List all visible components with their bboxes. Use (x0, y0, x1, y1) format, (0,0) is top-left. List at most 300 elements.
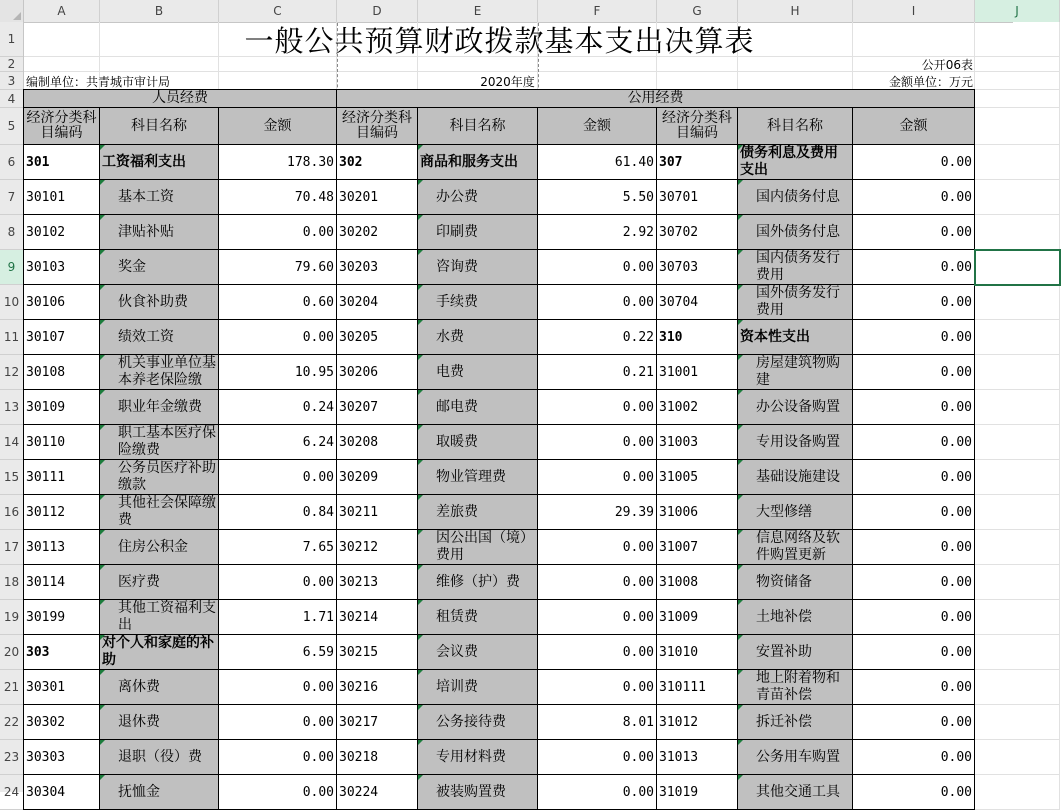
item-name-cell[interactable] (738, 460, 853, 495)
economic-code-cell[interactable] (337, 355, 418, 390)
economic-code-cell[interactable] (337, 425, 418, 460)
economic-code-cell[interactable] (657, 565, 738, 600)
item-name-cell[interactable] (418, 705, 538, 740)
item-name-text: 抚恤金 (118, 783, 160, 800)
economic-code-cell[interactable] (657, 390, 738, 425)
economic-code-cell[interactable] (337, 635, 418, 670)
amount-cell[interactable] (853, 530, 975, 565)
amount-cell[interactable] (538, 425, 657, 460)
amount-text: 0.00 (940, 574, 972, 590)
grid-cell[interactable] (975, 320, 1060, 355)
item-name-cell[interactable] (418, 530, 538, 565)
item-name-text: 公务用车购置 (756, 748, 840, 765)
amount-cell[interactable] (538, 495, 657, 530)
item-name-text: 绩效工资 (118, 328, 174, 345)
economic-code-cell[interactable] (24, 320, 100, 355)
economic-code-cell[interactable] (337, 740, 418, 775)
item-name-cell[interactable] (100, 565, 219, 600)
amount-text: 10.95 (294, 364, 334, 380)
amount-cell[interactable] (219, 565, 337, 600)
economic-code-cell[interactable] (24, 285, 100, 320)
amount-cell[interactable] (219, 530, 337, 565)
amount-cell[interactable] (853, 320, 975, 355)
amount-cell[interactable] (219, 635, 337, 670)
item-name-text: 公务员医疗补助缴款 (118, 460, 216, 493)
economic-code-text: 30211 (339, 504, 379, 520)
economic-code-cell[interactable] (337, 180, 418, 215)
amount-cell[interactable] (219, 460, 337, 495)
economic-code-cell[interactable] (657, 705, 738, 740)
item-name-cell[interactable] (418, 180, 538, 215)
economic-code-cell[interactable] (24, 215, 100, 250)
amount-cell[interactable] (853, 250, 975, 285)
column-header-h[interactable]: H (738, 0, 853, 22)
amount-cell[interactable] (219, 670, 337, 705)
row-header-3[interactable]: 3 (0, 72, 23, 90)
amount-cell[interactable] (853, 285, 975, 320)
amount-cell[interactable] (538, 705, 657, 740)
item-name-cell[interactable] (738, 145, 853, 180)
select-all-corner[interactable] (0, 0, 24, 22)
amount-cell[interactable] (853, 215, 975, 250)
item-name-cell[interactable] (100, 670, 219, 705)
economic-code-cell[interactable] (337, 390, 418, 425)
economic-code-cell[interactable] (24, 250, 100, 285)
grid-cell[interactable] (100, 57, 219, 72)
grid-cell[interactable] (975, 565, 1060, 600)
amount-text: 0.60 (302, 294, 334, 310)
spreadsheet-grid[interactable] (24, 23, 1013, 800)
economic-code-text: 30216 (339, 679, 379, 695)
row-header-1[interactable]: 1 (0, 22, 23, 57)
amount-cell[interactable] (853, 390, 975, 425)
economic-code-cell[interactable] (337, 495, 418, 530)
row-header-15[interactable]: 15 (0, 460, 23, 495)
economic-code-text: 30302 (26, 714, 66, 730)
grid-cell[interactable] (975, 72, 1060, 90)
amount-text: 1.71 (302, 609, 334, 625)
economic-code-cell[interactable] (657, 460, 738, 495)
row-header-13[interactable]: 13 (0, 390, 23, 425)
economic-code-cell[interactable] (657, 355, 738, 390)
item-name-cell[interactable] (100, 460, 219, 495)
amount-cell[interactable] (219, 390, 337, 425)
amount-cell[interactable] (853, 775, 975, 810)
amount-cell[interactable] (219, 600, 337, 635)
item-name-cell[interactable] (418, 320, 538, 355)
item-name-cell[interactable] (418, 145, 538, 180)
economic-code-text: 30304 (26, 784, 66, 800)
item-name-cell[interactable] (738, 320, 853, 355)
economic-code-cell[interactable] (337, 705, 418, 740)
column-header-g[interactable]: G (657, 0, 738, 22)
row-header-14[interactable]: 14 (0, 425, 23, 460)
row-header-19[interactable]: 19 (0, 600, 23, 635)
economic-code-text: 30704 (659, 294, 699, 310)
grid-cell[interactable] (975, 108, 1060, 145)
item-name-cell[interactable] (100, 145, 219, 180)
item-name-text: 其他社会保障缴费 (118, 495, 216, 528)
amount-cell[interactable] (219, 145, 337, 180)
item-name-cell[interactable] (418, 390, 538, 425)
item-name-cell[interactable] (100, 285, 219, 320)
grid-cell[interactable] (657, 72, 738, 90)
item-name-text: 大型修缮 (756, 503, 812, 520)
grid-cell[interactable] (975, 775, 1060, 810)
item-name-cell[interactable] (738, 740, 853, 775)
table-number: 公开06表 (921, 58, 973, 72)
item-name-cell[interactable] (100, 705, 219, 740)
item-name-cell[interactable] (418, 635, 538, 670)
economic-code-cell[interactable] (337, 670, 418, 705)
economic-code-text: 30217 (339, 714, 379, 730)
amount-cell[interactable] (853, 635, 975, 670)
grid-cell[interactable] (975, 460, 1060, 495)
economic-code-cell[interactable] (337, 215, 418, 250)
grid-cell[interactable] (975, 57, 1060, 72)
amount-cell[interactable] (538, 145, 657, 180)
item-name-cell[interactable] (738, 600, 853, 635)
economic-code-cell[interactable] (337, 285, 418, 320)
economic-code-cell[interactable] (337, 775, 418, 810)
grid-cell[interactable] (975, 705, 1060, 740)
economic-code-text: 30107 (26, 329, 66, 345)
item-name-cell[interactable] (738, 635, 853, 670)
grid-cell[interactable] (975, 180, 1060, 215)
item-name-text: 安置补助 (756, 643, 812, 660)
economic-code-cell[interactable] (657, 285, 738, 320)
economic-code-text: 31009 (659, 609, 699, 625)
amount-cell[interactable] (853, 670, 975, 705)
row-header-20[interactable]: 20 (0, 635, 23, 670)
amount-text: 0.00 (622, 749, 654, 765)
amount-cell[interactable] (219, 215, 337, 250)
item-name-text: 奖金 (118, 258, 146, 275)
amount-text: 0.00 (302, 329, 334, 345)
item-name-cell[interactable] (418, 670, 538, 705)
item-name-cell[interactable] (418, 425, 538, 460)
amount-cell[interactable] (538, 600, 657, 635)
column-header-e[interactable]: E (418, 0, 538, 22)
amount-cell[interactable] (853, 145, 975, 180)
amount-cell[interactable] (538, 355, 657, 390)
amount-text: 0.00 (622, 679, 654, 695)
row-header-18[interactable]: 18 (0, 565, 23, 600)
item-name-cell[interactable] (100, 495, 219, 530)
item-name-cell[interactable] (418, 600, 538, 635)
economic-code-text: 31005 (659, 469, 699, 485)
item-name-cell[interactable] (738, 215, 853, 250)
economic-code-cell[interactable] (337, 600, 418, 635)
item-name-cell[interactable] (738, 355, 853, 390)
grid-cell[interactable] (738, 72, 853, 90)
item-name-text: 房屋建筑物购建 (756, 355, 840, 388)
amount-cell[interactable] (853, 425, 975, 460)
economic-code-cell[interactable] (337, 250, 418, 285)
amount-cell[interactable] (219, 180, 337, 215)
amount-cell[interactable] (538, 390, 657, 425)
amount-cell[interactable] (853, 355, 975, 390)
grid-cell[interactable] (975, 145, 1060, 180)
economic-code-cell[interactable] (24, 460, 100, 495)
economic-code-cell[interactable] (24, 635, 100, 670)
economic-code-cell[interactable] (337, 460, 418, 495)
grid-cell[interactable] (975, 390, 1060, 425)
amount-text: 2.92 (622, 224, 654, 240)
economic-code-cell[interactable] (657, 180, 738, 215)
item-name-cell[interactable] (418, 495, 538, 530)
column-header-c[interactable]: C (219, 0, 337, 22)
grid-cell[interactable] (337, 72, 418, 90)
row-header-21[interactable]: 21 (0, 670, 23, 705)
item-name-cell[interactable] (100, 355, 219, 390)
amount-cell[interactable] (538, 635, 657, 670)
name-column-header: 科目名称 (100, 108, 219, 145)
item-name-cell[interactable] (418, 355, 538, 390)
economic-code-text: 30204 (339, 294, 379, 310)
column-header-d[interactable]: D (337, 0, 418, 22)
item-name-cell[interactable] (100, 215, 219, 250)
item-name-cell[interactable] (738, 285, 853, 320)
item-name-cell[interactable] (100, 740, 219, 775)
amount-text: 0.00 (302, 679, 334, 695)
economic-code-text: 30109 (26, 399, 66, 415)
economic-code-cell[interactable] (657, 215, 738, 250)
economic-code-cell[interactable] (24, 600, 100, 635)
amount-cell[interactable] (538, 250, 657, 285)
amount-text: 0.00 (302, 749, 334, 765)
item-name-cell[interactable] (738, 495, 853, 530)
grid-cell[interactable] (975, 90, 1060, 108)
item-name-cell[interactable] (418, 775, 538, 810)
grid-cell[interactable] (975, 670, 1060, 705)
code-column-header: 经济分类科目编码 (657, 108, 738, 145)
item-name-text: 差旅费 (436, 503, 478, 520)
amount-cell[interactable] (219, 775, 337, 810)
amount-cell[interactable] (853, 740, 975, 775)
item-name-cell[interactable] (100, 530, 219, 565)
item-name-cell[interactable] (418, 250, 538, 285)
amount-text: 0.00 (622, 784, 654, 800)
item-name-cell[interactable] (100, 250, 219, 285)
row-header-7[interactable]: 7 (0, 180, 23, 215)
grid-cell[interactable] (975, 285, 1060, 320)
grid-cell[interactable] (975, 22, 1060, 57)
item-name-cell[interactable] (738, 250, 853, 285)
row-header-11[interactable]: 11 (0, 320, 23, 355)
economic-code-cell[interactable] (24, 740, 100, 775)
row-header-16[interactable]: 16 (0, 495, 23, 530)
item-name-text: 医疗费 (118, 573, 160, 590)
column-header-b[interactable]: B (100, 0, 219, 22)
item-name-cell[interactable] (738, 530, 853, 565)
economic-code-cell[interactable] (657, 425, 738, 460)
amount-text: 0.84 (302, 504, 334, 520)
economic-code-text: 30214 (339, 609, 379, 625)
economic-code-cell[interactable] (24, 705, 100, 740)
economic-code-cell[interactable] (24, 495, 100, 530)
amount-cell[interactable] (219, 705, 337, 740)
item-name-cell[interactable] (418, 285, 538, 320)
grid-cell[interactable] (24, 57, 100, 72)
item-name-cell[interactable] (418, 565, 538, 600)
economic-code-cell[interactable] (657, 530, 738, 565)
item-name-cell[interactable] (100, 600, 219, 635)
amount-cell[interactable] (853, 495, 975, 530)
item-name-cell[interactable] (100, 775, 219, 810)
amount-cell[interactable] (219, 740, 337, 775)
row-header-24[interactable]: 24 (0, 775, 23, 810)
grid-cell[interactable] (975, 495, 1060, 530)
row-header-5[interactable]: 5 (0, 108, 23, 145)
item-name-cell[interactable] (738, 670, 853, 705)
grid-cell[interactable] (975, 530, 1060, 565)
economic-code-cell[interactable] (657, 670, 738, 705)
row-header-23[interactable]: 23 (0, 740, 23, 775)
item-name-cell[interactable] (418, 215, 538, 250)
item-name-cell[interactable] (100, 180, 219, 215)
item-name-cell[interactable] (738, 705, 853, 740)
amount-text: 0.00 (302, 469, 334, 485)
economic-code-text: 30702 (659, 224, 699, 240)
economic-code-text: 30206 (339, 364, 379, 380)
amount-cell[interactable] (219, 495, 337, 530)
item-name-cell[interactable] (418, 460, 538, 495)
economic-code-cell[interactable] (24, 775, 100, 810)
amount-text: 0.00 (302, 784, 334, 800)
column-header-f[interactable]: F (538, 0, 657, 22)
amount-cell[interactable] (538, 775, 657, 810)
item-name-text: 伙食补助费 (118, 293, 188, 310)
amount-cell[interactable] (219, 355, 337, 390)
amount-cell[interactable] (219, 250, 337, 285)
row-header-2[interactable]: 2 (0, 57, 23, 72)
amount-cell[interactable] (853, 180, 975, 215)
amount-cell[interactable] (538, 530, 657, 565)
item-name-text: 地上附着物和青苗补偿 (756, 670, 840, 703)
item-name-cell[interactable] (100, 320, 219, 355)
row-header-17[interactable]: 17 (0, 530, 23, 565)
economic-code-text: 30113 (26, 539, 66, 555)
item-name-text: 工资福利支出 (102, 153, 186, 170)
grid-cell[interactable] (738, 57, 853, 72)
economic-code-text: 30218 (339, 749, 379, 765)
economic-code-cell[interactable] (657, 145, 738, 180)
economic-code-cell[interactable] (24, 670, 100, 705)
amount-column-header: 金额 (853, 108, 975, 145)
grid-cell[interactable] (975, 740, 1060, 775)
item-name-cell[interactable] (418, 740, 538, 775)
economic-code-text: 31010 (659, 644, 699, 660)
column-header-i[interactable]: I (853, 0, 975, 22)
amount-cell[interactable] (853, 565, 975, 600)
economic-code-cell[interactable] (24, 390, 100, 425)
economic-code-cell[interactable] (657, 775, 738, 810)
amount-text: 0.00 (940, 714, 972, 730)
economic-code-text: 30205 (339, 329, 379, 345)
item-name-cell[interactable] (738, 775, 853, 810)
item-name-cell[interactable] (738, 565, 853, 600)
column-header-a[interactable]: A (24, 0, 100, 22)
amount-cell[interactable] (538, 285, 657, 320)
amount-cell[interactable] (538, 565, 657, 600)
amount-text: 0.00 (940, 469, 972, 485)
economic-code-cell[interactable] (24, 565, 100, 600)
column-header-j[interactable]: J (975, 0, 1060, 22)
item-name-text: 租赁费 (436, 608, 478, 625)
amount-text: 0.00 (622, 644, 654, 660)
grid-cell[interactable] (975, 250, 1060, 285)
item-name-cell[interactable] (738, 180, 853, 215)
grid-cell[interactable] (975, 215, 1060, 250)
row-header-4[interactable]: 4 (0, 90, 23, 108)
amount-cell[interactable] (853, 705, 975, 740)
economic-code-cell[interactable] (657, 320, 738, 355)
amount-cell[interactable] (538, 670, 657, 705)
amount-text: 0.00 (940, 434, 972, 450)
economic-code-cell[interactable] (337, 530, 418, 565)
economic-code-cell[interactable] (24, 145, 100, 180)
amount-cell[interactable] (853, 600, 975, 635)
item-name-cell[interactable] (738, 390, 853, 425)
amount-cell[interactable] (219, 285, 337, 320)
amount-cell[interactable] (538, 215, 657, 250)
row-header-22[interactable]: 22 (0, 705, 23, 740)
amount-cell[interactable] (538, 740, 657, 775)
row-header-12[interactable]: 12 (0, 355, 23, 390)
amount-cell[interactable] (219, 425, 337, 460)
item-name-text: 其他交通工具 (756, 783, 840, 800)
amount-text: 0.00 (940, 679, 972, 695)
item-name-cell[interactable] (100, 425, 219, 460)
row-header-8[interactable]: 8 (0, 215, 23, 250)
economic-code-cell[interactable] (657, 600, 738, 635)
grid-cell[interactable] (975, 600, 1060, 635)
grid-cell[interactable] (975, 635, 1060, 670)
amount-cell[interactable] (853, 460, 975, 495)
amount-cell[interactable] (219, 320, 337, 355)
item-name-cell[interactable] (738, 425, 853, 460)
grid-cell[interactable] (975, 425, 1060, 460)
economic-code-cell[interactable] (657, 740, 738, 775)
economic-code-cell[interactable] (657, 250, 738, 285)
amount-text: 0.00 (940, 784, 972, 800)
amount-text: 0.00 (940, 189, 972, 205)
economic-code-cell[interactable] (24, 355, 100, 390)
compiling-unit: 编制单位：共青城市审计局 (26, 74, 171, 89)
economic-code-cell[interactable] (337, 565, 418, 600)
item-name-cell[interactable] (100, 635, 219, 670)
grid-cell[interactable] (975, 355, 1060, 390)
item-name-text: 国外债务发行费用 (756, 285, 840, 318)
economic-code-cell[interactable] (337, 145, 418, 180)
amount-cell[interactable] (538, 320, 657, 355)
amount-cell[interactable] (538, 180, 657, 215)
economic-code-cell[interactable] (657, 495, 738, 530)
row-header-9[interactable]: 9 (0, 250, 23, 285)
amount-cell[interactable] (538, 460, 657, 495)
economic-code-cell[interactable] (24, 425, 100, 460)
economic-code-cell[interactable] (24, 530, 100, 565)
economic-code-cell[interactable] (24, 180, 100, 215)
economic-code-text: 310 (659, 329, 683, 345)
economic-code-cell[interactable] (657, 635, 738, 670)
economic-code-cell[interactable] (337, 320, 418, 355)
row-header-6[interactable]: 6 (0, 145, 23, 180)
economic-code-text: 30114 (26, 574, 66, 590)
row-header-10[interactable]: 10 (0, 285, 23, 320)
item-name-cell[interactable] (100, 390, 219, 425)
